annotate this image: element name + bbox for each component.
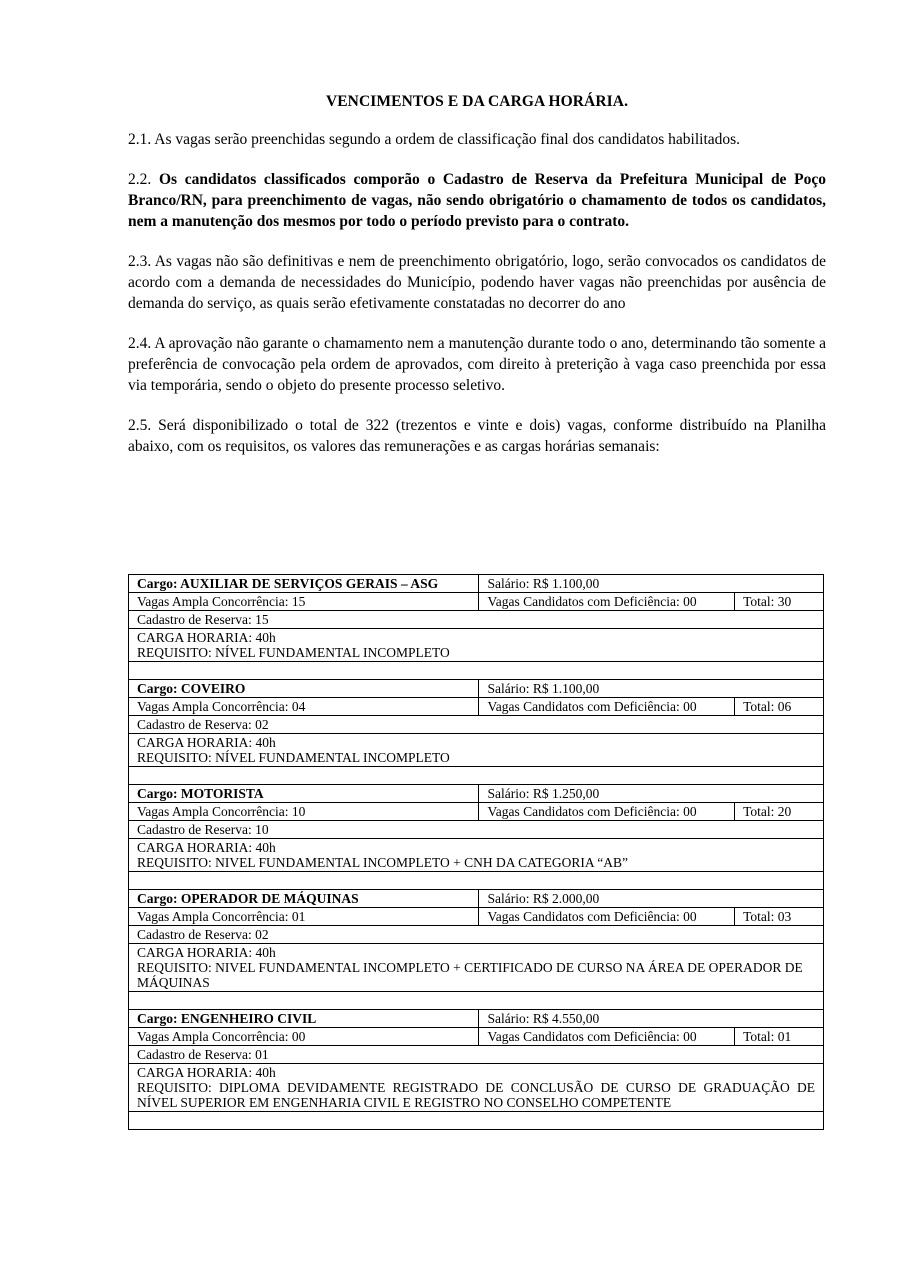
cargo-cadastro-row: [129, 1046, 824, 1064]
paragraph-2-3: 2.3. As vagas não são definitivas e nem de preenchimento obrigatório, logo, serão convocados os candidatos de acordo com a demanda de necessidades do Município, podendo haver vagas não preenchidas por ausência de demanda do serviço, as quais serão efetivamente constatadas no decorrer do ano: [128, 253, 826, 312]
requisito: REQUISITO: NIVEL FUNDAMENTAL INCOMPLETO + CNH DA CATEGORIA “AB”: [137, 855, 629, 870]
spacer-cell: [129, 767, 824, 785]
vagas-ampla: Vagas Ampla Concorrência: 00: [129, 1028, 479, 1046]
vagas-total: Total: 20: [735, 803, 824, 821]
vagas-total: Total: 03: [735, 908, 824, 926]
paragraph-2-2-number: 2.2.: [128, 171, 152, 188]
cargo-name: Cargo: COVEIRO: [129, 680, 479, 698]
cargo-header-row: [129, 1010, 824, 1028]
spacer-row: [129, 662, 824, 680]
cargo-vagas-row: [129, 908, 824, 926]
carga-requisito-cell: [129, 1064, 824, 1112]
vagas-deficiencia: Vagas Candidatos com Deficiência: 00: [479, 698, 735, 716]
carga-requisito-cell: [129, 734, 824, 767]
cargo-cadastro-row: [129, 821, 824, 839]
vagas-total: Total: 01: [735, 1028, 824, 1046]
spacer-row: [129, 767, 824, 785]
cargo-name: Cargo: MOTORISTA: [129, 785, 479, 803]
cargo-cadastro-row: [129, 926, 824, 944]
cadastro-reserva: Cadastro de Reserva: 15: [129, 611, 824, 629]
vagas-total: Total: 06: [735, 698, 824, 716]
spacer-row: [129, 1112, 824, 1130]
section-title: VENCIMENTOS E DA CARGA HORÁRIA.: [325, 93, 629, 110]
carga-horaria: CARGA HORARIA: 40h: [137, 945, 276, 960]
requisito: REQUISITO: NÍVEL FUNDAMENTAL INCOMPLETO: [137, 750, 450, 765]
cargo-header-row: [129, 890, 824, 908]
carga-horaria: CARGA HORARIA: 40h: [137, 630, 276, 645]
carga-requisito-cell: [129, 629, 824, 662]
requisito: REQUISITO: DIPLOMA DEVIDAMENTE REGISTRADO DE CONCLUSÃO DE CURSO DE GRADUAÇÃO DE NÍVEL SUPERIOR EM ENGENHARIA CIVIL E REGISTRO NO CONSELHO COMPETENTE: [137, 1080, 815, 1110]
carga-requisito-cell: [129, 839, 824, 872]
cargo-cadastro-row: [129, 716, 824, 734]
cargo-cadastro-row: [129, 611, 824, 629]
carga-horaria: CARGA HORARIA: 40h: [137, 840, 276, 855]
cargo-requisito-row: [129, 839, 824, 872]
paragraph-2-2: [128, 169, 826, 232]
cargo-salary: Salário: R$ 2.000,00: [479, 890, 824, 908]
requisito: REQUISITO: NIVEL FUNDAMENTAL INCOMPLETO + CERTIFICADO DE CURSO NA ÁREA DE OPERADOR DE MÁQUINAS: [137, 960, 803, 990]
cadastro-reserva: Cadastro de Reserva: 02: [129, 716, 824, 734]
cargo-header-row: [129, 575, 824, 593]
cargo-vagas-row: [129, 803, 824, 821]
vagas-deficiencia: Vagas Candidatos com Deficiência: 00: [479, 908, 735, 926]
vagas-total: Total: 30: [735, 593, 824, 611]
vagas-deficiencia: Vagas Candidatos com Deficiência: 00: [479, 593, 735, 611]
spacer-cell: [129, 1112, 824, 1130]
vagas-ampla: Vagas Ampla Concorrência: 10: [129, 803, 479, 821]
cargo-vagas-row: [129, 593, 824, 611]
spacer-cell: [129, 872, 824, 890]
vagas-ampla: Vagas Ampla Concorrência: 01: [129, 908, 479, 926]
spacer-row: [129, 872, 824, 890]
paragraph-2-1: 2.1. As vagas serão preenchidas segundo a ordem de classificação final dos candidatos habilitados.: [128, 131, 741, 148]
cargo-header-row: [129, 785, 824, 803]
cadastro-reserva: Cadastro de Reserva: 10: [129, 821, 824, 839]
carga-horaria: CARGA HORARIA: 40h: [137, 735, 276, 750]
cargo-salary: Salário: R$ 1.250,00: [479, 785, 824, 803]
spacer-cell: [129, 992, 824, 1010]
paragraph-2-5: 2.5. Será disponibilizado o total de 322 (trezentos e vinte e dois) vagas, conforme distribuído na Planilha abaixo, com os requisitos, os valores das remunerações e as cargas horárias semanais:: [128, 417, 826, 455]
paragraph-2-4: 2.4. A aprovação não garante o chamamento nem a manutenção durante todo o ano, determinando tão somente a preferência de convocação pela ordem de aprovados, com direito à preterição à vaga caso preenchida por essa via temporária, sendo o objeto do presente processo seletivo.: [128, 335, 826, 394]
cargo-vagas-row: [129, 698, 824, 716]
cargo-requisito-row: [129, 1064, 824, 1112]
cargo-salary: Salário: R$ 1.100,00: [479, 575, 824, 593]
carga-horaria: CARGA HORARIA: 40h: [137, 1065, 276, 1080]
cargo-salary: Salário: R$ 4.550,00: [479, 1010, 824, 1028]
paragraph-2-2-bold-text: Os candidatos classificados comporão o Cadastro de Reserva da Prefeitura Municipal de Poço Branco/RN, para preenchimento de vagas, não sendo obrigatório o chamamento de todos os candidatos, nem a manutenção dos mesmos por todo o período previsto para o contrato.: [128, 171, 826, 230]
cargo-name: Cargo: OPERADOR DE MÁQUINAS: [129, 890, 479, 908]
vagas-ampla: Vagas Ampla Concorrência: 04: [129, 698, 479, 716]
cargo-name: Cargo: AUXILIAR DE SERVIÇOS GERAIS – ASG: [129, 575, 479, 593]
cargo-requisito-row: [129, 629, 824, 662]
cargo-header-row: [129, 680, 824, 698]
cadastro-reserva: Cadastro de Reserva: 02: [129, 926, 824, 944]
cargo-name: Cargo: ENGENHEIRO CIVIL: [129, 1010, 479, 1028]
vagas-ampla: Vagas Ampla Concorrência: 15: [129, 593, 479, 611]
document-page: [128, 93, 826, 476]
vagas-deficiencia: Vagas Candidatos com Deficiência: 00: [479, 803, 735, 821]
spacer-cell: [129, 662, 824, 680]
cargo-vagas-row: [129, 1028, 824, 1046]
vagas-deficiencia: Vagas Candidatos com Deficiência: 00: [479, 1028, 735, 1046]
cargo-requisito-row: [129, 944, 824, 992]
carga-requisito-cell: [129, 944, 824, 992]
cargo-salary: Salário: R$ 1.100,00: [479, 680, 824, 698]
requisito: REQUISITO: NÍVEL FUNDAMENTAL INCOMPLETO: [137, 645, 450, 660]
cadastro-reserva: Cadastro de Reserva: 01: [129, 1046, 824, 1064]
cargo-table: [128, 574, 824, 1130]
spacer-row: [129, 992, 824, 1010]
cargo-requisito-row: [129, 734, 824, 767]
